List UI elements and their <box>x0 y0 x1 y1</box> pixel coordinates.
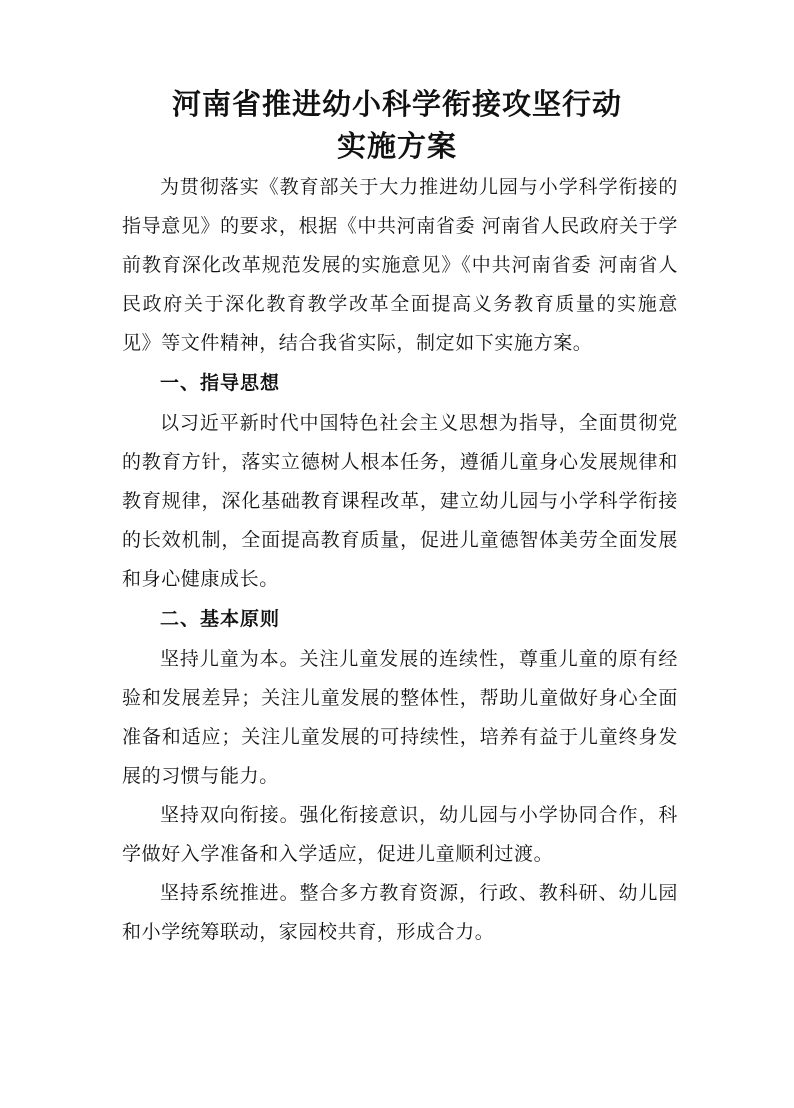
document-title-line2: 实施方案 <box>336 129 457 163</box>
document-body <box>122 168 678 952</box>
guiding-ideology-paragraph: 以习近平新时代中国特色社会主义思想为指导，全面贯彻党的教育方针，落实立德树人根本任务，遵循儿童身心发展规律和教育规律，深化基础教育课程改革，建立幼儿园与小学科学衔接的长效机制，全面提高教育质量，促进儿童德智体美劳全面发展和身心健康成长。 <box>122 412 678 590</box>
section-heading-guiding-ideology: 一、指导思想 <box>160 372 281 394</box>
intro-paragraph: 为贯彻落实《教育部关于大力推进幼儿园与小学科学衔接的指导意见》的要求，根据《中共河南省委 河南省人民政府关于学前教育深化改革规范发展的实施意见》《中共河南省委 河南省人民政府关于深化教育教学改革全面提高义务教育质量的实施意见》等文件精神，结合我省实际，制定如下实施方案。 <box>122 176 678 354</box>
principle-systematic-paragraph: 坚持系统推进。整合多方教育资源，行政、教科研、幼儿园和小学统筹联动，家园校共育，形成合力。 <box>122 882 678 943</box>
principle-child-centered-paragraph: 坚持儿童为本。关注儿童发展的连续性，尊重儿童的原有经验和发展差异；关注儿童发展的整体性，帮助儿童做好身心全面准备和适应；关注儿童发展的可持续性，培养有益于儿童终身发展的习惯与能力。 <box>122 648 678 787</box>
section-heading-basic-principles: 二、基本原则 <box>160 608 281 630</box>
principle-two-way-paragraph: 坚持双向衔接。强化衔接意识，幼儿园与小学协同合作，科学做好入学准备和入学适应，促进儿童顺利过渡。 <box>122 804 678 865</box>
document-title-line1: 河南省推进幼小科学衔接攻坚行动 <box>171 87 622 121</box>
